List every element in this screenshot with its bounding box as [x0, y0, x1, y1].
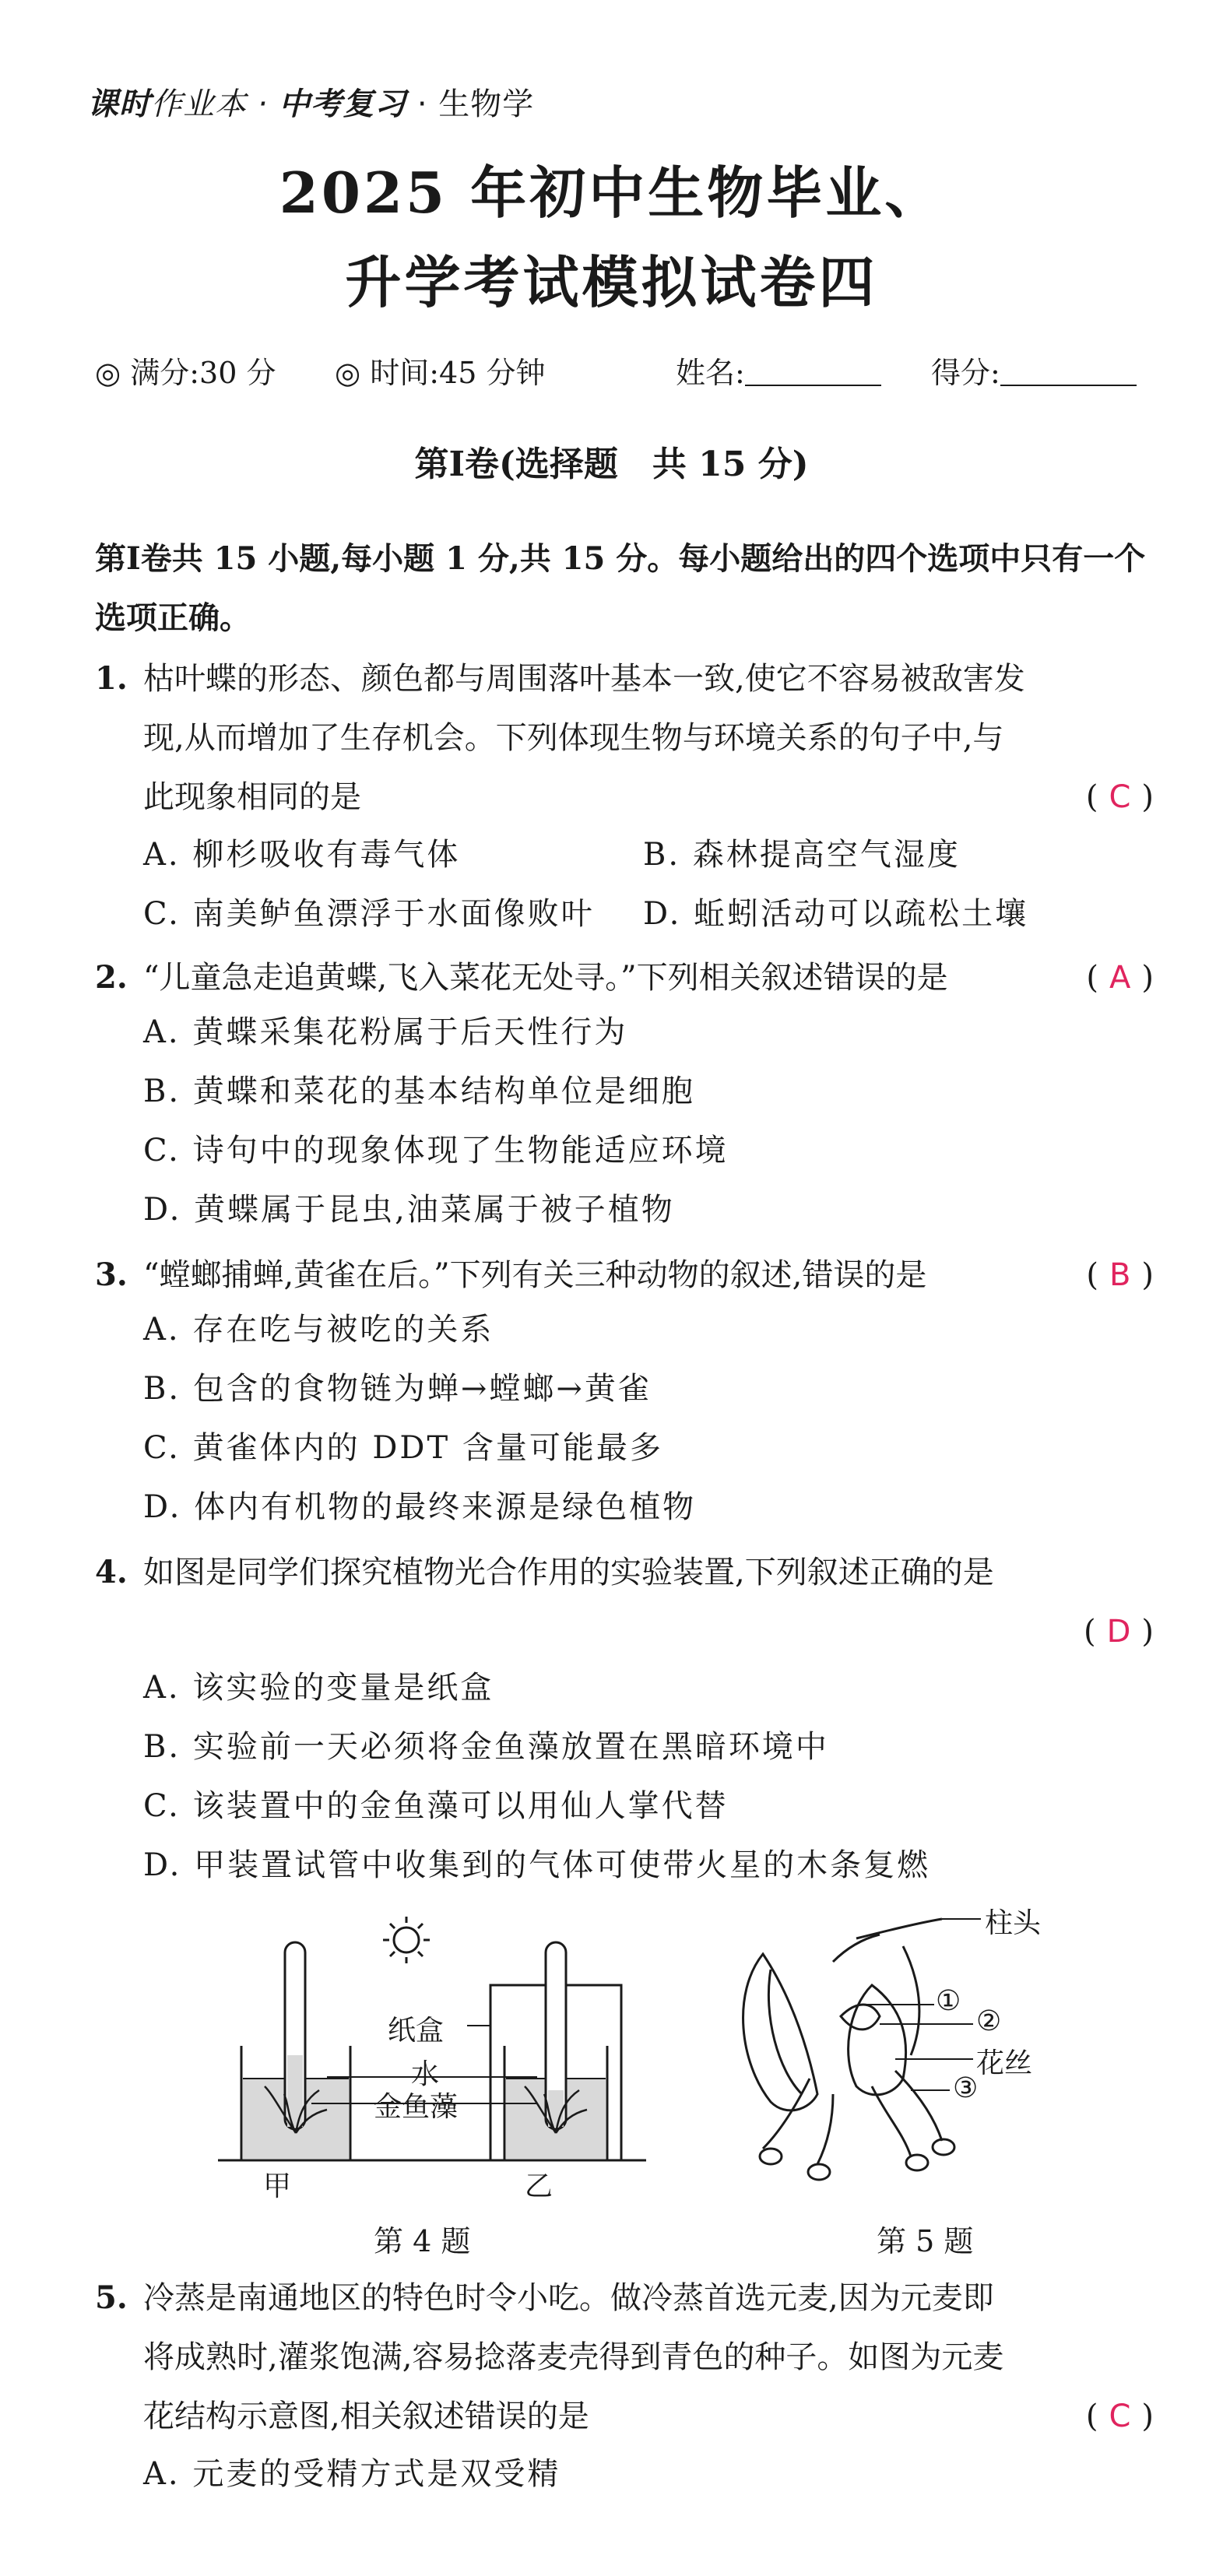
name-label: 姓名:	[676, 356, 745, 390]
figure-4-caption: 第 4 题	[374, 2224, 471, 2258]
label-water: 水	[411, 2058, 440, 2090]
option: D. 甲装置试管中收集到的气体可使带火星的木条复燃	[143, 1847, 931, 1883]
question-4	[95, 1543, 1161, 1650]
label-two: ②	[976, 2005, 1002, 2037]
answer-bracket: ( B )	[1086, 1257, 1154, 1293]
option: C. 黄雀体内的 DDT 含量可能最多	[143, 1430, 663, 1466]
option: C. 诗句中的现象体现了生物能适应环境	[143, 1133, 729, 1169]
meta-name	[676, 349, 881, 392]
option: C. 南美鲈鱼漂浮于水面像败叶	[143, 896, 595, 932]
question-line: 如图是同学们探究植物光合作用的实验装置,下列叙述正确的是	[143, 1555, 994, 1590]
option: A. 元麦的受精方式是双受精	[143, 2456, 561, 2492]
option: B. 实验前一天必须将金鱼藻放置在黑暗环境中	[143, 1729, 829, 1765]
question-number: 3.	[95, 1256, 128, 1293]
label-three: ③	[953, 2072, 979, 2104]
answer-letter: C	[1109, 779, 1131, 815]
label-one: ①	[936, 1985, 961, 2017]
option: C. 该装置中的金鱼藻可以用仙人掌代替	[143, 1788, 729, 1824]
flower-outline	[743, 1919, 954, 2180]
answer-letter: A	[1109, 960, 1131, 996]
series-header	[87, 79, 534, 124]
question-line: 枯叶蝶的形态、颜色都与周围落叶基本一致,使它不容易被敌害发	[143, 661, 1025, 697]
option: A. 存在吃与被吃的关系	[143, 1312, 494, 1348]
answer-letter: B	[1109, 1257, 1131, 1293]
option: D. 体内有机物的最终来源是绿色植物	[143, 1489, 697, 1525]
intro-text: 第Ⅰ卷共 15 小题,每小题 1 分,共 15 分。每小题给出的四个选项中只有一个选项正确。	[95, 540, 1146, 636]
wheat-flower-diagram	[716, 1899, 1152, 2226]
label-plant: 金鱼藻	[374, 2091, 459, 2123]
title-line-1: 2025 年初中生物毕业、	[279, 160, 944, 226]
option: B. 包含的食物链为蝉→螳螂→黄雀	[143, 1371, 652, 1407]
question-1	[95, 649, 1161, 827]
meta-score: ◎ 满分:30 分	[95, 356, 276, 390]
question-number: 4.	[95, 1554, 128, 1590]
question-2	[95, 948, 1161, 1007]
answer-bracket: ( A )	[1086, 960, 1154, 996]
figure-5	[716, 1899, 1152, 2226]
label-box: 纸盒	[388, 2015, 445, 2047]
grade-label: 得分:	[931, 356, 1000, 390]
meta-grade	[931, 349, 1137, 392]
question-line: 现,从而增加了生存机会。下列体现生物与环境关系的句子中,与	[143, 720, 1004, 756]
answer-bracket: ( D )	[1083, 1614, 1154, 1650]
option: A. 黄蝶采集花粉属于后天性行为	[143, 1014, 628, 1050]
question-line: “螳螂捕蝉,黄雀在后。”下列有关三种动物的叙述,错误的是	[143, 1257, 927, 1293]
question-line: 此现象相同的是	[143, 779, 361, 815]
option: D. 蚯蚓活动可以疏松土壤	[643, 896, 1029, 932]
title-line-2: 升学考试模拟试卷四	[345, 249, 878, 315]
label-filament: 花丝	[976, 2047, 1033, 2079]
label-stigma: 柱头	[985, 1907, 1042, 1939]
question-line: 花结构示意图,相关叙述错误的是	[143, 2399, 589, 2434]
question-line: “儿童急走追黄蝶,飞入菜花无处寻。”下列相关叙述错误的是	[143, 960, 948, 996]
meta-time: ◎ 时间:45 分钟	[335, 356, 546, 390]
question-number: 1.	[95, 660, 128, 697]
series-rest: 作业本 ·	[151, 86, 279, 122]
beaker-yi	[504, 1942, 607, 2160]
option: B. 黄蝶和菜花的基本结构单位是细胞	[143, 1074, 695, 1109]
sun-icon	[383, 1917, 430, 1963]
option: A. 柳杉吸收有毒气体	[143, 837, 461, 873]
answer-bracket: ( C )	[1085, 779, 1154, 815]
section-title: 第Ⅰ卷(选择题 共 15 分)	[414, 445, 809, 484]
answer-bracket: ( C )	[1085, 2399, 1154, 2434]
question-line: 将成熟时,灌浆饱满,容易捻落麦壳得到青色的种子。如图为元麦	[143, 2339, 1004, 2375]
label-jia: 甲	[263, 2170, 292, 2202]
figure-5-caption: 第 5 题	[877, 2224, 974, 2258]
question-line: 冷蒸是南通地区的特色时令小吃。做冷蒸首选元麦,因为元麦即	[143, 2280, 994, 2316]
answer-letter: C	[1109, 2399, 1131, 2434]
option: D. 黄蝶属于昆虫,油菜属于被子植物	[143, 1192, 675, 1228]
series-bold2: 中考复习	[279, 86, 407, 122]
question-5	[95, 2268, 1161, 2446]
question-number: 5.	[95, 2279, 128, 2316]
label-yi: 乙	[525, 2170, 554, 2202]
series-rest2: · 生物学	[406, 86, 535, 122]
grade-blank[interactable]	[1000, 358, 1137, 386]
name-blank[interactable]	[745, 358, 881, 386]
question-number: 2.	[95, 959, 128, 996]
option: A. 该实验的变量是纸盒	[143, 1670, 494, 1706]
beaker-jia	[241, 1942, 350, 2160]
series-bold: 课时	[87, 86, 151, 122]
answer-letter: D	[1106, 1614, 1131, 1650]
figure-4	[210, 1899, 662, 2226]
question-3	[95, 1246, 1161, 1305]
option: B. 森林提高空气湿度	[643, 837, 961, 873]
